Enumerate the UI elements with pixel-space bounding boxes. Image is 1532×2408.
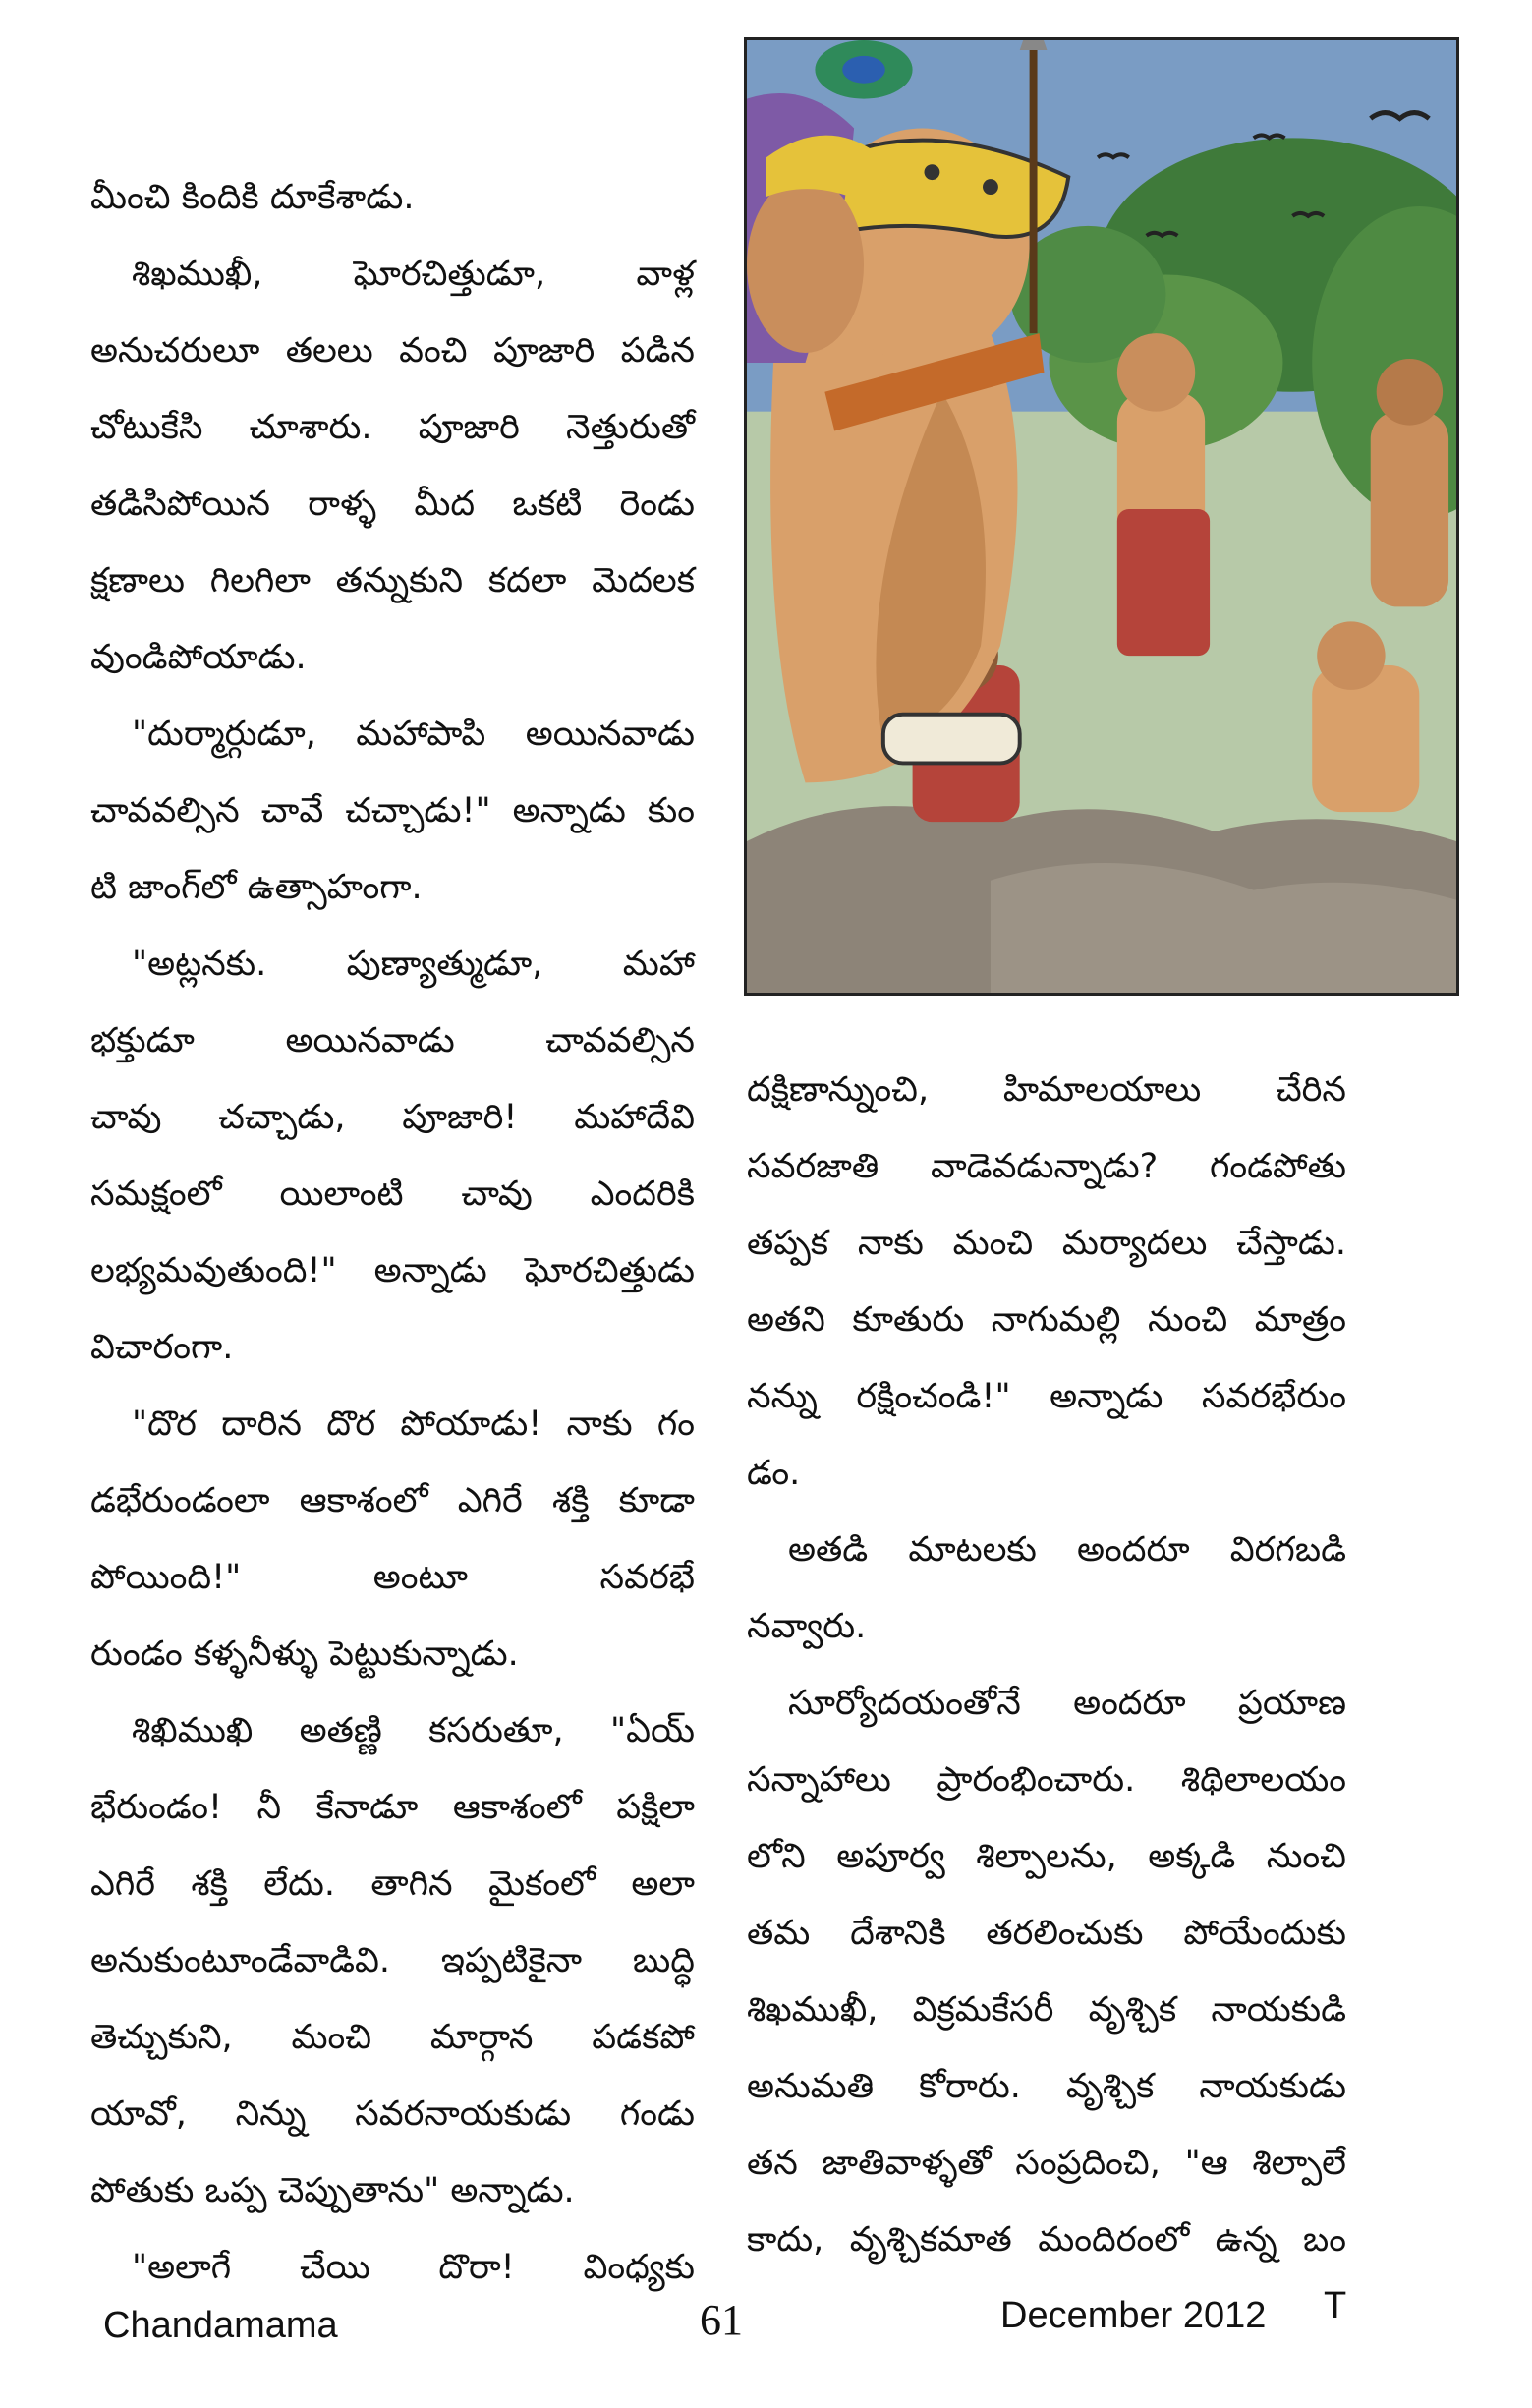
text-line: శిఖిముఖి అతణ్ణి కసరుతూ, "ఏయ్ <box>132 1711 695 1750</box>
text-line: "అలాగే చేయి దొరా! వింధ్యకు <box>132 2248 695 2287</box>
text-line: శిఖముఖీ, ఘోరచిత్తుడూ, వాళ్ల <box>132 255 695 294</box>
text-line: క్షణాలు గిలగిలా తన్నుకుని కదలా మెదలక <box>90 561 695 601</box>
text-line: చోటుకేసి చూశారు. పూజారి నెత్తురుతో <box>90 408 695 447</box>
text-line: రుండం కళ్ళనీళ్ళు పెట్టుకున్నాడు. <box>90 1634 519 1674</box>
text-line: చావు చచ్చాడు, పూజారి! మహాదేవి <box>90 1098 695 1137</box>
text-line: సూర్యోదయంతోనే అందరూ ప్రయాణ <box>788 1684 1346 1723</box>
text-line: అనుచరులూ తలలు వంచి పూజారి పడిన <box>90 331 695 371</box>
text-line: తప్పక నాకు మంచి మర్యాదలు చేస్తాడు. <box>747 1224 1346 1263</box>
text-line: "దుర్మార్గుడూ, మహాపాపి అయినవాడు <box>132 715 695 754</box>
text-line: శిఖముఖీ, విక్రమకేసరీ వృశ్చిక నాయకుడి <box>747 1990 1346 2030</box>
text-line: "దొర దారిన దొర పోయాడు! నాకు గం <box>132 1405 695 1444</box>
text-line: డభేరుండంలా ఆకాశంలో ఎగిరే శక్తి కూడా <box>90 1481 695 1520</box>
text-line: వుండిపోయాడు. <box>90 638 307 677</box>
text-line: దక్షిణాన్నుంచి, హిమాలయాలు చేరిన <box>747 1070 1346 1110</box>
text-line: లోని అపూర్వ శిల్పాలను, అక్కడి నుంచి <box>747 1837 1346 1876</box>
story-illustration <box>744 37 1459 996</box>
text-line: పోతుకు ఒప్ప చెప్పుతాను" అన్నాడు. <box>90 2171 575 2210</box>
text-line: పోయింది!" అంటూ సవరభే <box>90 1558 695 1597</box>
text-line: అనుకుంటూండేవాడివి. ఇప్పటికైనా బుద్ధి <box>90 1941 695 1980</box>
text-line: డం. <box>747 1454 801 1493</box>
right-text-column <box>747 1052 1346 2278</box>
illustrated-scene-icon <box>747 40 1456 993</box>
issue-date: December 2012 <box>1000 2295 1267 2336</box>
text-line: లభ్యమవుతుంది!" అన్నాడు ఘోరచిత్తుడు <box>90 1251 695 1290</box>
footer-mark: T <box>1324 2285 1347 2326</box>
text-line: టి జాంగ్‌లో ఉత్సాహంగా. <box>90 868 423 907</box>
left-text-column <box>90 159 695 2306</box>
text-line: భక్తుడూ అయినవాడు చావవల్సిన <box>90 1021 695 1061</box>
text-line: సన్నాహాలు ప్రారంభించారు. శిథిలాలయం <box>747 1760 1346 1800</box>
text-line: తెచ్చుకుని, మంచి మార్గాన పడకపో <box>90 2018 695 2057</box>
text-line: నవ్వారు. <box>747 1607 867 1646</box>
text-line: తడిసిపోయిన రాళ్ళ మీద ఒకటి రెండు <box>90 485 695 524</box>
magazine-name: Chandamama <box>103 2305 338 2346</box>
text-line: చావవల్సిన చావే చచ్చాడు!" అన్నాడు కుం <box>90 791 695 831</box>
text-line: మీంచి కిందికి దూకేశాడు. <box>90 178 415 217</box>
text-line: విచారంగా. <box>90 1328 234 1367</box>
text-line: తమ దేశానికి తరలించుకు పోయేందుకు <box>747 1914 1346 1953</box>
text-line: యావో, నిన్ను సవరనాయకుడు గండు <box>90 2094 695 2134</box>
text-line: అతడి మాటలకు అందరూ విరగబడి <box>788 1530 1346 1570</box>
text-line: నన్ను రక్షించండి!" అన్నాడు సవరభేరుం <box>747 1377 1346 1416</box>
text-line: అనుమతి కోరారు. వృశ్చిక నాయకుడు <box>747 2067 1346 2106</box>
text-line: ఎగిరే శక్తి లేదు. తాగిన మైకంలో అలా <box>90 1864 695 1904</box>
text-line: తన జాతివాళ్ళతో సంప్రదించి, "ఆ శిల్పాలే <box>747 2144 1346 2183</box>
text-line: కాదు, వృశ్చికమాత మందిరంలో ఉన్న బం <box>747 2220 1346 2260</box>
text-line: అతని కూతురు నాగుమల్లి నుంచి మాత్రం <box>747 1300 1346 1340</box>
text-line: సవరజాతి వాడెవడున్నాడు? గండపోతు <box>747 1147 1346 1186</box>
text-line: భేరుండం! నీ కేనాడూ ఆకాశంలో పక్షిలా <box>90 1788 695 1827</box>
page-number: 61 <box>700 2296 743 2344</box>
text-line: సమక్షంలో యిలాంటి చావు ఎందరికి <box>90 1175 695 1214</box>
text-line: "అట్లనకు. పుణ్యాత్ముడూ, మహా <box>132 945 695 984</box>
